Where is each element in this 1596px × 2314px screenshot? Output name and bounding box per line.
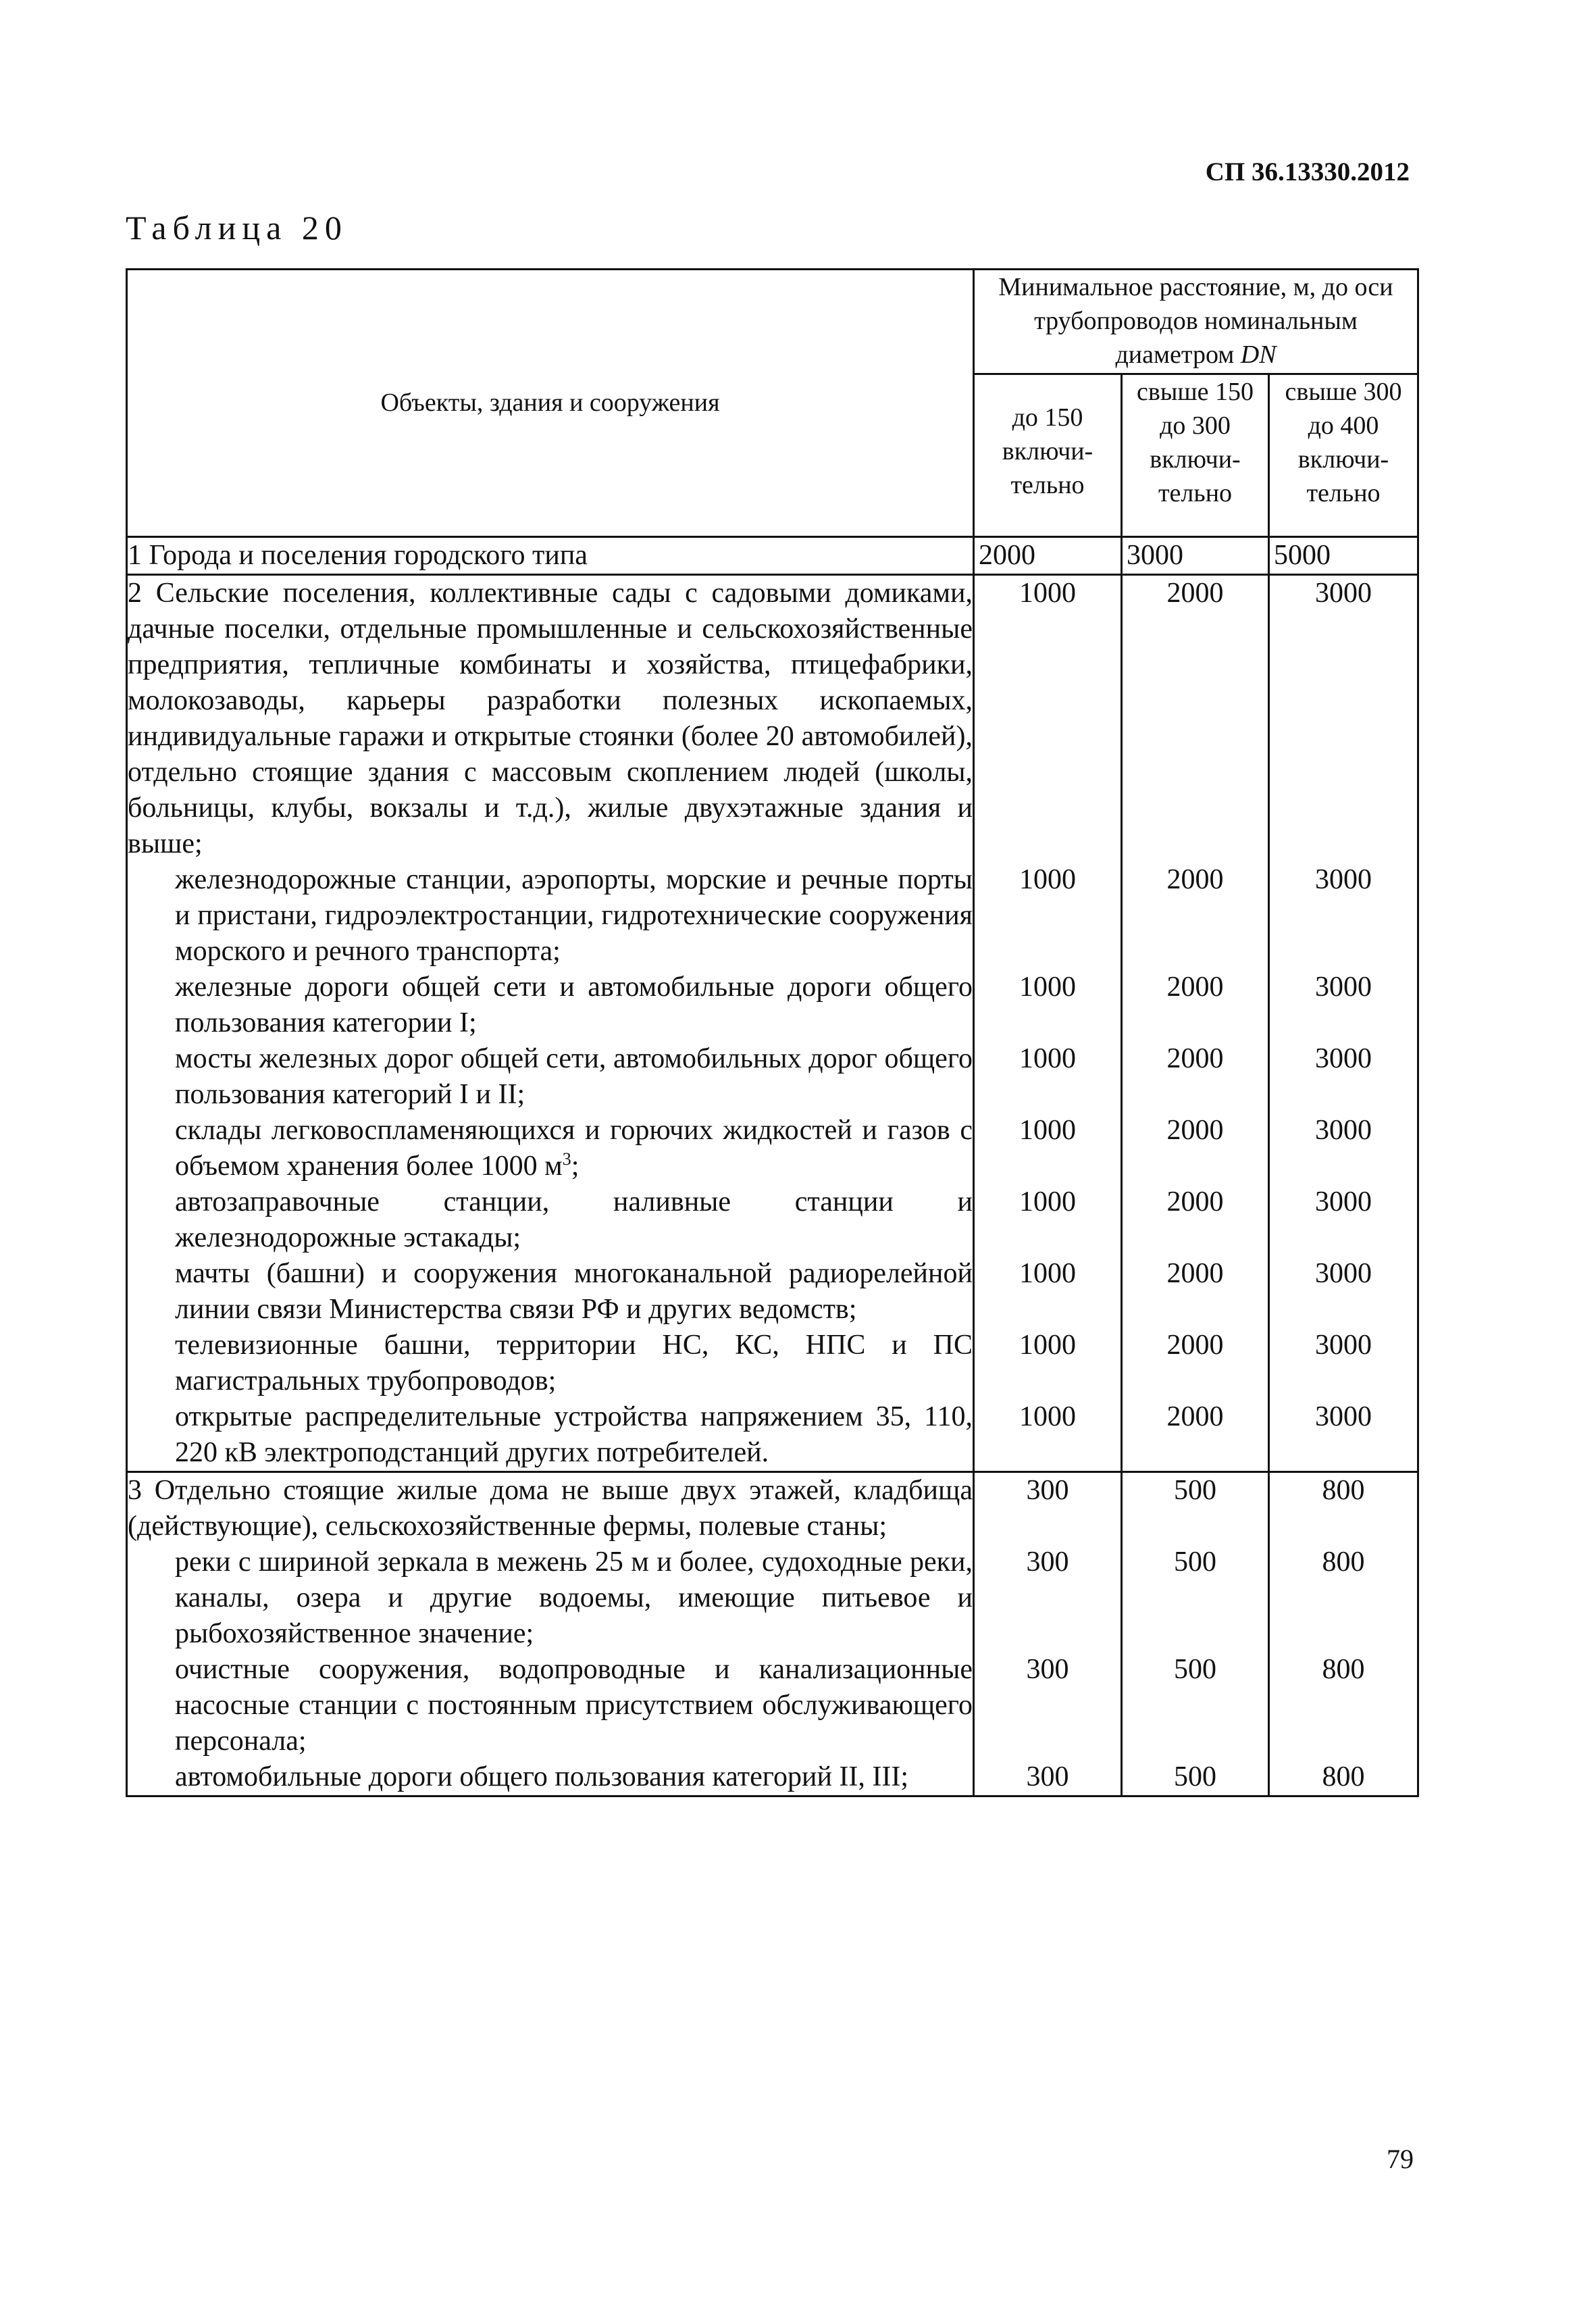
row-object: очистные сооружения, водопроводные и канализационные насосные станции с постоянным присутствием обслуживающего персонала; <box>127 1652 974 1759</box>
cell-dn400: 3000 <box>1269 1328 1418 1399</box>
cell-dn400: 3000 <box>1269 1399 1418 1472</box>
row-object: 2 Сельские поселения, коллективные сады с садовыми домиками, дачные поселки, отдельные промышленные и сельскохозяйственные предприятия, тепличные комбинаты и хозяйства, птицефабрики, молокозаводы, карьеры разработки полезных ископаемых, индивидуальные гаражи и открытые стоянки (более 20 автомобилей), отдельно стоящие здания с массовым скоплением людей (школы, больницы, клубы, вокзалы и т.д.), жилые двухэтажные здания и выше; <box>127 575 974 863</box>
row-object: автомобильные дороги общего пользования категорий II, III; <box>127 1759 974 1796</box>
cell-dn400: 3000 <box>1269 575 1418 863</box>
row-object: 1 Города и поселения городского типа <box>127 537 974 575</box>
cell-dn150: 1000 <box>974 1184 1122 1256</box>
table-title: Таблица 20 <box>126 209 348 247</box>
cell-dn150: 1000 <box>974 1041 1122 1113</box>
distance-table <box>126 268 1419 1797</box>
row-object-text: склады легковоспламеняющихся и горючих жидкостей и газов с объемом хранения более 1000 м <box>175 1115 973 1182</box>
cell-dn400: 3000 <box>1269 1113 1418 1184</box>
cell-dn400: 800 <box>1269 1544 1418 1652</box>
cell-dn400: 3000 <box>1269 1256 1418 1328</box>
row-object: открытые распределительные устройства напряжением 35, 110, 220 кВ электроподстанций других потребителей. <box>127 1399 974 1472</box>
cell-dn400: 3000 <box>1269 970 1418 1041</box>
cell-dn400: 3000 <box>1269 1041 1418 1113</box>
row-object: железнодорожные станции, аэропорты, морские и речные порты и пристани, гидроэлектростанции, гидротехнические сооружения морского и речного транспорта; <box>127 862 974 970</box>
cell-dn150: 300 <box>974 1652 1122 1759</box>
row-object: мосты железных дорог общей сети, автомобильных дорог общего пользования категорий I и II; <box>127 1041 974 1113</box>
cell-dn300: 2000 <box>1122 1399 1269 1472</box>
row-object: телевизионные башни, территории НС, КС, НПС и ПС магистральных трубопроводов; <box>127 1328 974 1399</box>
header-min-distance <box>974 270 1418 374</box>
cell-dn400: 3000 <box>1269 1184 1418 1256</box>
cell-dn300: 500 <box>1122 1759 1269 1796</box>
cell-dn300: 2000 <box>1122 575 1269 863</box>
row-object: реки с шириной зеркала в межень 25 м и более, судоходные реки, каналы, озера и другие водоемы, имеющие питьевое и рыбохозяйственное значение; <box>127 1544 974 1652</box>
document-code: СП 36.13330.2012 <box>1205 157 1410 186</box>
page-number: 79 <box>1387 2144 1414 2174</box>
cell-dn300: 2000 <box>1122 1041 1269 1113</box>
header-dn-300-400: свыше 300 до 400 включи- тельно <box>1269 374 1418 537</box>
cell-dn150: 300 <box>974 1544 1122 1652</box>
cell-dn150: 1000 <box>974 1328 1122 1399</box>
cell-dn300: 2000 <box>1122 970 1269 1041</box>
cell-dn300: 500 <box>1122 1544 1269 1652</box>
row-object <box>127 1113 974 1184</box>
cell-dn300: 2000 <box>1122 1328 1269 1399</box>
cell-dn150: 300 <box>974 1472 1122 1545</box>
header-min-distance-text: Минимальное расстояние, м, до оси трубопроводов номинальным диаметром <box>998 273 1393 369</box>
cell-dn400: 800 <box>1269 1759 1418 1796</box>
cell-dn150: 1000 <box>974 1113 1122 1184</box>
cell-dn400: 800 <box>1269 1652 1418 1759</box>
cell-dn150: 1000 <box>974 575 1122 863</box>
cell-dn300: 3000 <box>1122 537 1269 575</box>
cell-dn400: 3000 <box>1269 862 1418 970</box>
header-dn-150-300: свыше 150 до 300 включи- тельно <box>1122 374 1269 537</box>
row-object: мачты (башни) и сооружения многоканальной радиорелейной линии связи Министерства связи РФ и других ведомств; <box>127 1256 974 1328</box>
row-object: автозаправочные станции, наливные станции и железнодорожные эстакады; <box>127 1184 974 1256</box>
cell-dn300: 2000 <box>1122 1184 1269 1256</box>
cell-dn400: 800 <box>1269 1472 1418 1545</box>
cell-dn150: 300 <box>974 1759 1122 1796</box>
cell-dn300: 2000 <box>1122 1256 1269 1328</box>
cell-dn400: 5000 <box>1269 537 1418 575</box>
cell-dn150: 1000 <box>974 1399 1122 1472</box>
cell-dn150: 1000 <box>974 862 1122 970</box>
header-objects: Объекты, здания и сооружения <box>127 270 974 537</box>
row-object: 3 Отдельно стоящие жилые дома не выше двух этажей, кладбища (действующие), сельскохозяйственные фермы, полевые станы; <box>127 1472 974 1545</box>
cell-dn150: 2000 <box>974 537 1122 575</box>
superscript: 3 <box>562 1149 571 1169</box>
cell-dn300: 500 <box>1122 1652 1269 1759</box>
row-object-tail: ; <box>571 1151 580 1182</box>
row-object: железные дороги общей сети и автомобильные дороги общего пользования категории I; <box>127 970 974 1041</box>
cell-dn300: 2000 <box>1122 1113 1269 1184</box>
cell-dn300: 2000 <box>1122 862 1269 970</box>
cell-dn300: 500 <box>1122 1472 1269 1545</box>
cell-dn150: 1000 <box>974 1256 1122 1328</box>
header-dn: DN <box>1240 341 1277 369</box>
header-dn-up-to-150: до 150 включи- тельно <box>974 374 1122 537</box>
cell-dn150: 1000 <box>974 970 1122 1041</box>
